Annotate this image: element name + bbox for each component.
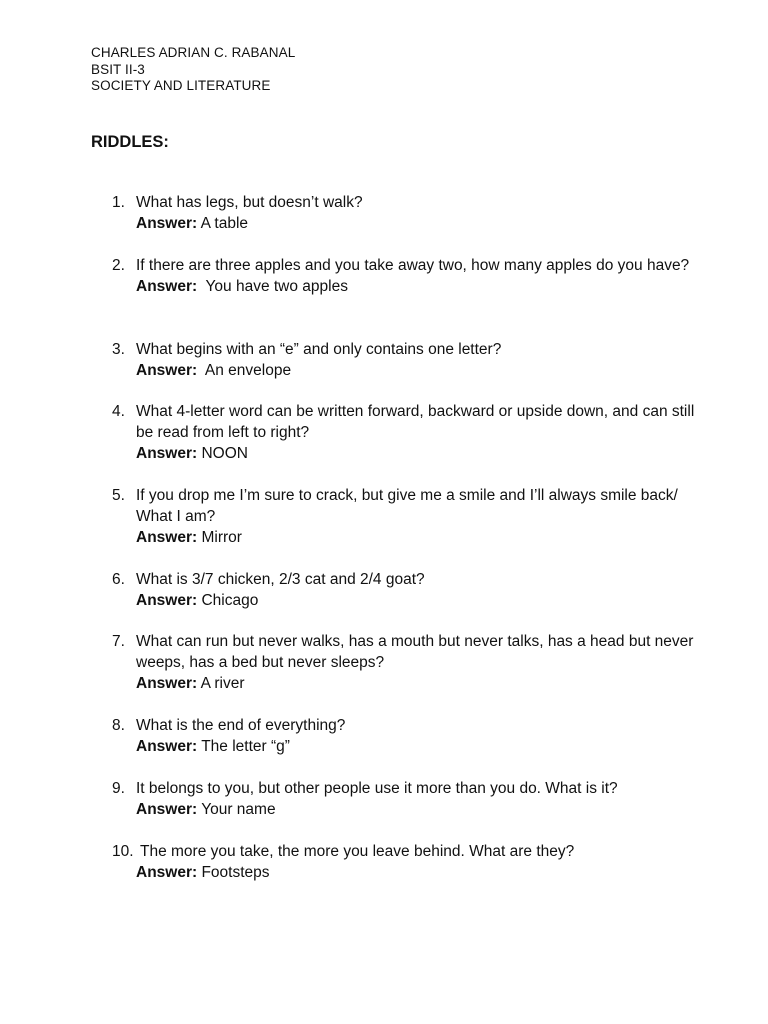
riddle-question: What is the end of everything? xyxy=(136,717,346,734)
riddle-answer: The letter “g” xyxy=(201,738,290,755)
riddle-answer-line xyxy=(136,862,700,883)
riddle-number: 3. xyxy=(112,341,125,358)
answer-label: Answer: xyxy=(136,864,198,881)
riddle-answer-line xyxy=(136,799,696,820)
riddle-answer: A river xyxy=(200,675,245,692)
riddle-answer-line xyxy=(136,590,696,611)
riddle-answer-line xyxy=(136,527,696,548)
answer-label: Answer: xyxy=(136,675,198,692)
course-name: SOCIETY AND LITERATURE xyxy=(91,78,271,93)
riddle-answer-line xyxy=(136,443,696,464)
riddle-answer: NOON xyxy=(201,445,248,462)
answer-label: Answer: xyxy=(136,362,198,379)
riddle-number: 10. xyxy=(112,843,134,860)
riddle-answer: You have two apples xyxy=(201,278,348,295)
riddle-answer: A table xyxy=(200,215,249,232)
answer-label: Answer: xyxy=(136,529,198,546)
riddle-number: 5. xyxy=(112,487,125,504)
answer-label: Answer: xyxy=(136,215,198,232)
riddle-question: The more you take, the more you leave behind. What are they? xyxy=(140,843,575,860)
riddle-answer-line xyxy=(136,276,696,297)
riddle-question: What begins with an “e” and only contains one letter? xyxy=(136,341,502,358)
riddle-question: It belongs to you, but other people use it more than you do. What is it? xyxy=(136,780,618,797)
answer-label: Answer: xyxy=(136,592,198,609)
riddle-answer: An envelope xyxy=(201,362,292,379)
riddle-question: What can run but never walks, has a mouth but never talks, has a head but never weeps, has a bed but never sleeps? xyxy=(136,633,694,671)
riddle-number: 6. xyxy=(112,571,125,588)
document-header xyxy=(91,45,295,95)
page-title: RIDDLES: xyxy=(91,133,169,151)
answer-label: Answer: xyxy=(136,445,198,462)
riddle-number: 7. xyxy=(112,633,125,650)
answer-label: Answer: xyxy=(136,738,198,755)
riddle-question: If there are three apples and you take away two, how many apples do you have? xyxy=(136,257,690,274)
riddle-number: 2. xyxy=(112,257,125,274)
author-name: CHARLES ADRIAN C. RABANAL xyxy=(91,45,296,60)
riddle-number: 9. xyxy=(112,780,125,797)
riddle-answer-line xyxy=(136,736,696,757)
riddle-number: 1. xyxy=(112,194,125,211)
riddle-answer-line xyxy=(136,360,696,381)
riddle-question: What 4-letter word can be written forward, backward or upside down, and can still be read from left to right? xyxy=(136,403,695,441)
riddle-answer: Chicago xyxy=(201,592,259,609)
riddle-answer-line xyxy=(136,673,696,694)
riddle-question: What is 3/7 chicken, 2/3 cat and 2/4 goat? xyxy=(136,571,425,588)
riddle-question: What has legs, but doesn’t walk? xyxy=(136,194,363,211)
answer-label: Answer: xyxy=(136,278,198,295)
answer-label: Answer: xyxy=(136,801,198,818)
riddle-number: 8. xyxy=(112,717,125,734)
riddle-answer: Your name xyxy=(201,801,276,818)
riddle-number: 4. xyxy=(112,403,125,420)
author-section: BSIT II-3 xyxy=(91,61,145,77)
riddle-answer: Footsteps xyxy=(201,864,270,881)
riddle-question: If you drop me I’m sure to crack, but give me a smile and I’ll always smile back/ What I am? xyxy=(136,487,678,525)
riddle-answer: Mirror xyxy=(201,529,242,546)
riddle-answer-line xyxy=(136,213,696,234)
